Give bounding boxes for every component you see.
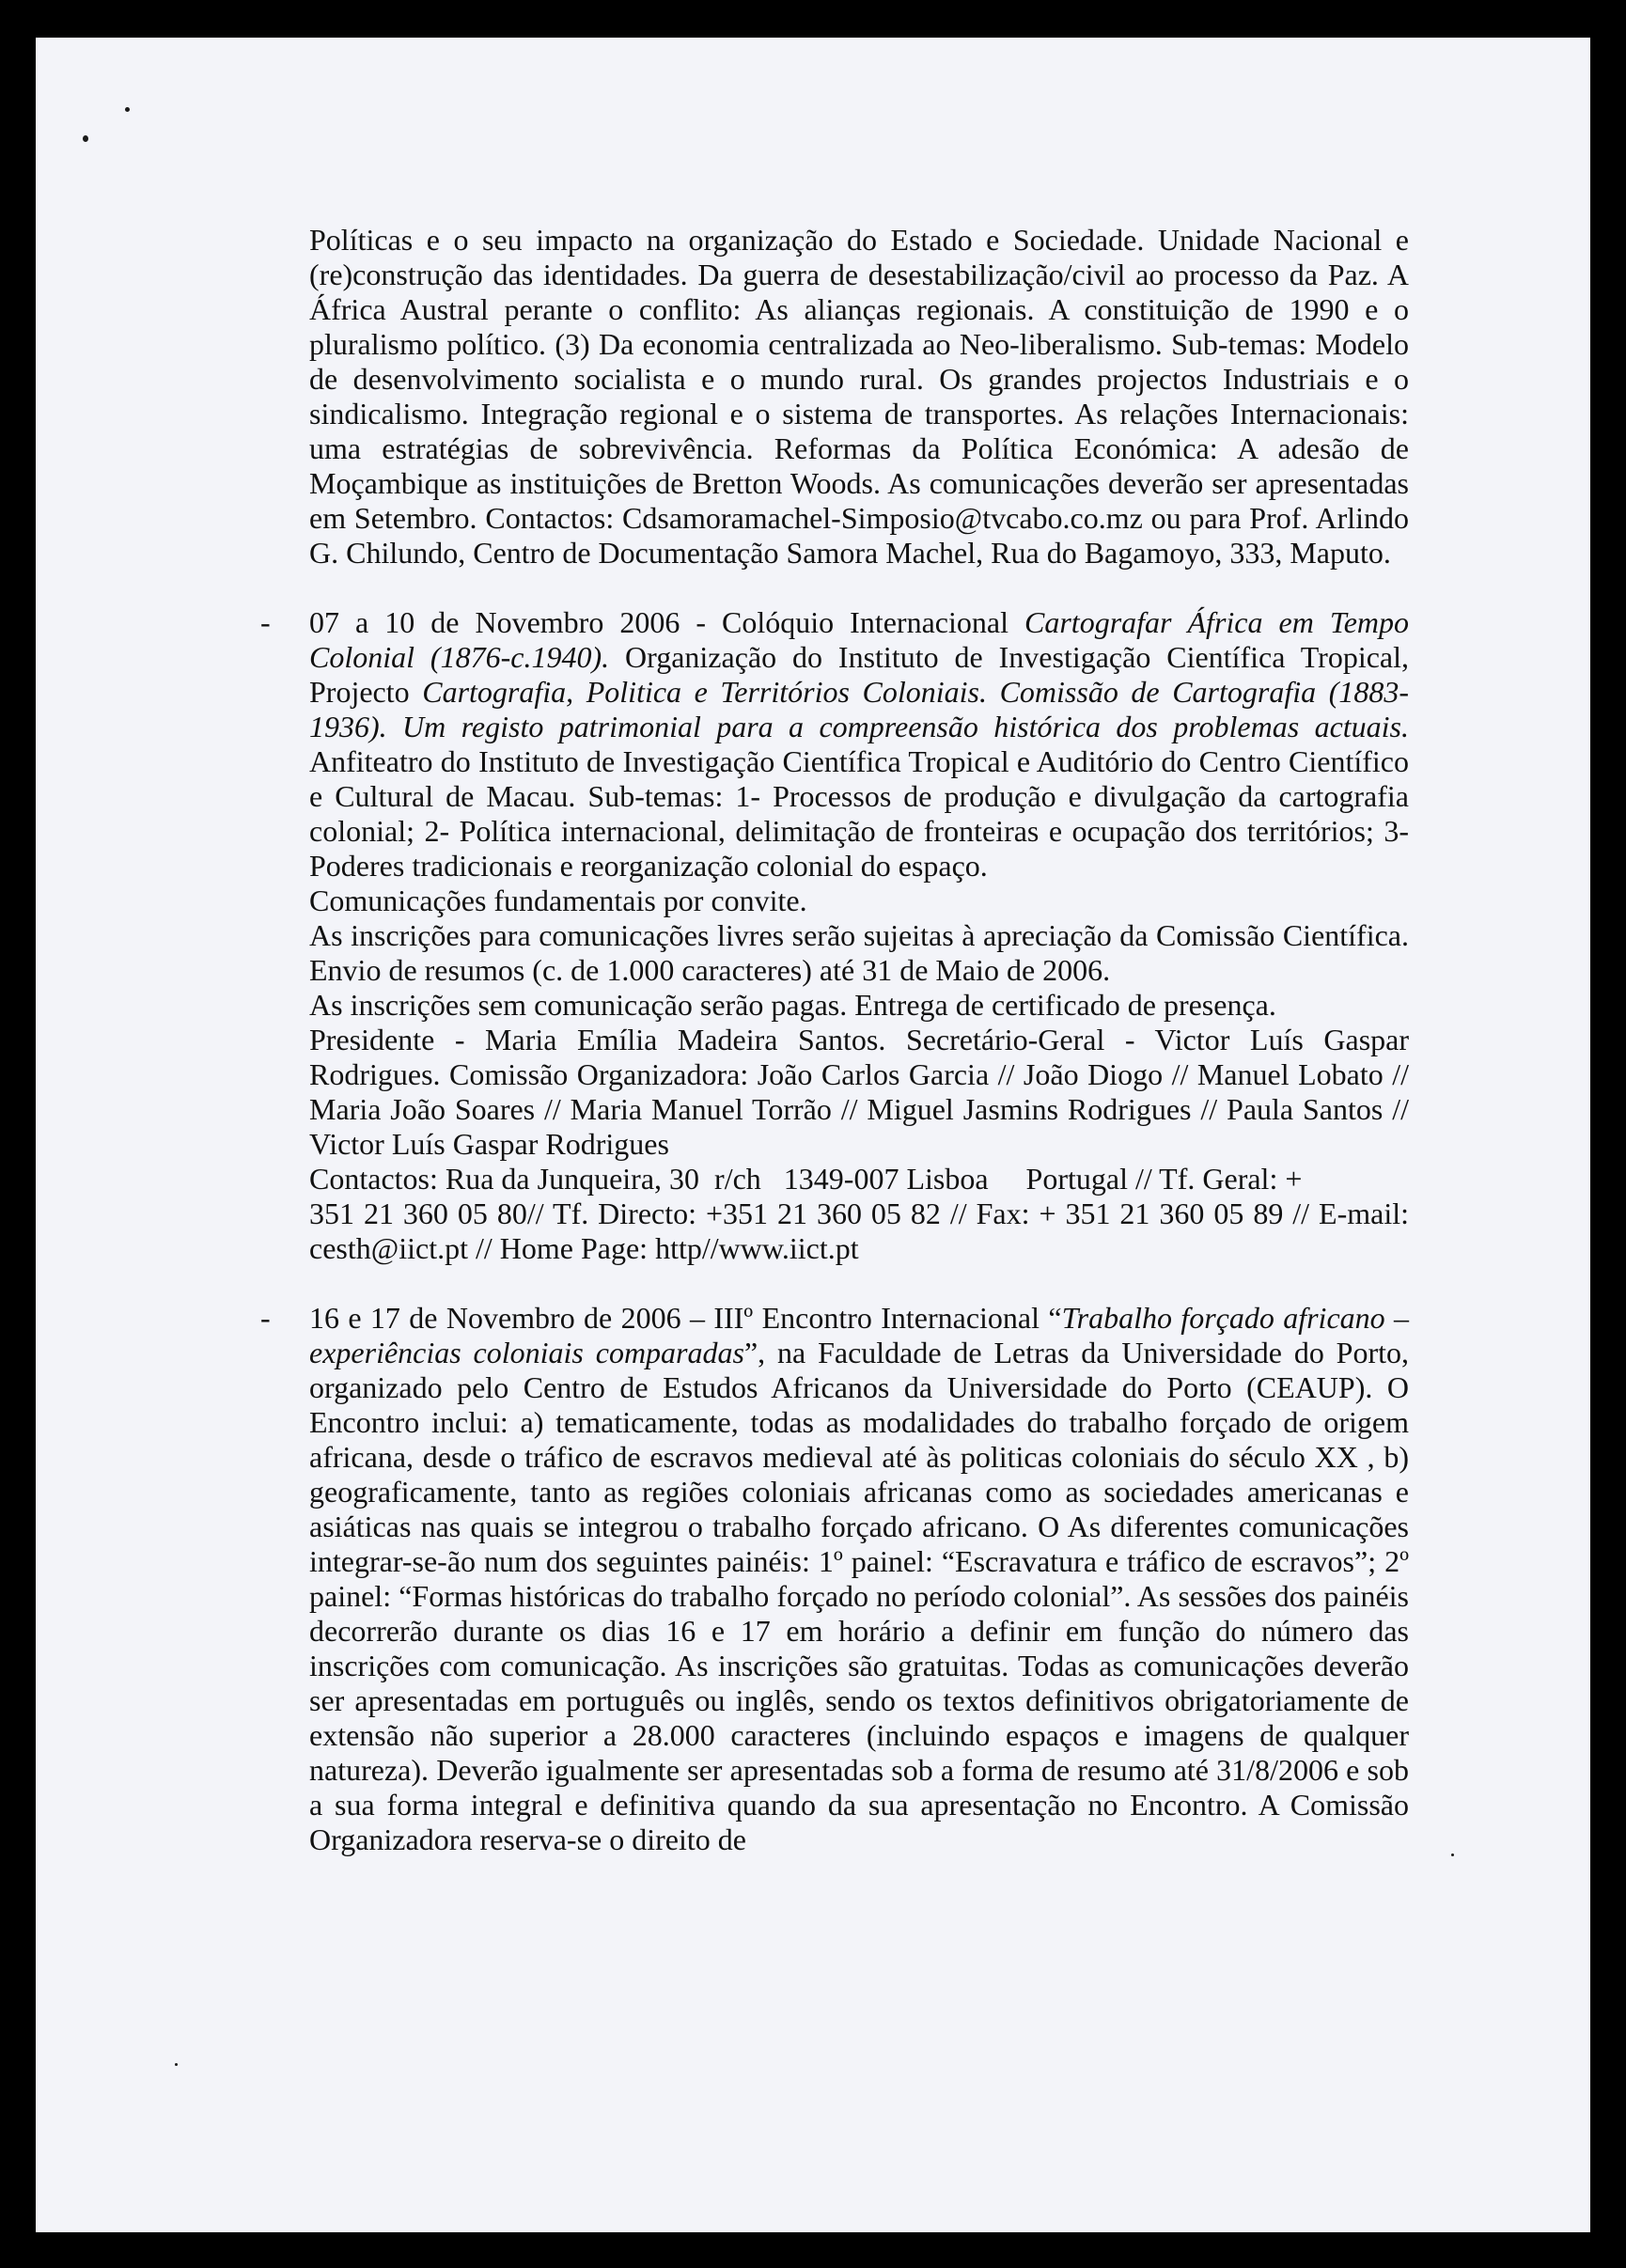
entry-body: ”, na Faculdade de Letras da Universidade do Porto, organizado pelo Centro de Estudos Africanos da Universidade do Porto (CEAUP). O Encontro inclui: a) tematicamente, todas as modalidades do trabalho forçado de origem africana, desde o tráfico de escravos medieval até às politicas coloniais do século XX , b) geograficamente, tanto as regiões coloniais africanas como as sociedades americanas e asiáticas nas quais se integrou o trabalho forçado africano. O As diferentes comunicações integrar-se-ão num dos seguintes painéis: 1º painel: “Escravatura e tráfico de escravos”; 2º painel: “Formas históricas do trabalho forçado no período colonial”. As sessões dos painéis decorrerão durante os dias 16 e 17 em horário a definir em função do número das inscrições com comunicação. As inscrições são gratuitas. Todas as comunicações deverão ser apresentadas em português ou inglês, sendo os textos definitivos obrigatoriamente de extensão não superior a 28.000 caracteres (incluindo espaços e imagens de qualquer natureza). Deverão igualmente ser apresentadas sob a forma de resumo até 31/8/2006 e sob a sua forma integral e definitiva quando da sua apresentação no Encontro. A Comissão Organizadora reserva-se o direito de (309, 1336, 1410, 1856)
scan-speck (1451, 1854, 1454, 1856)
entry-main-text (309, 1301, 1409, 1857)
scan-speck (175, 2063, 178, 2066)
paragraph-mozambique-symposium (309, 223, 1409, 571)
organization-text: Organização do Instituto de Investigação Científica Tropical, Projecto (309, 640, 1410, 709)
contacts-line: Contactos: Rua da Junqueira, 30 r/ch 1349-007 Lisboa Portugal // Tf. Geral: + (309, 1162, 1303, 1196)
entry-trabalho-forcado (260, 1301, 1410, 1857)
free-registration-note: As inscrições para comunicações livres serão sujeitas à apreciação da Comissão Científica. Envio de resumos (c. de 1.000 caracteres) até 31 de Maio de 2006. (309, 918, 1409, 987)
entry-date: 07 a 10 de Novembro 2006 - Colóquio Internacional (309, 605, 1024, 639)
entry-cartografar-africa (260, 605, 1410, 1266)
invite-note: Comunicações fundamentais por convite. (309, 884, 807, 917)
document-body (260, 223, 1410, 1857)
event-details: Anfiteatro do Instituto de Investigação Científica Tropical e Auditório do Centro Científico e Cultural de Macau. Sub-temas: 1- Processos de produção e divulgação da cartografia colonial; 2- Política internacional, delimitação de fronteiras e ocupação dos territórios; 3- Poderes tradicionais e reorganização colonial do espaço. (309, 744, 1409, 883)
scan-speck (83, 135, 88, 142)
entry-intro: 16 e 17 de Novembro de 2006 – IIIº Encontro Internacional “ (309, 1301, 1062, 1335)
list-dash: - (260, 1301, 271, 1335)
committee-list: Presidente - Maria Emília Madeira Santos. Secretário-Geral - Victor Luís Gaspar Rodrigues. Comissão Organizadora: João Carlos Garcia // João Diogo // Manuel Lobato // Maria João Soares // Maria Manuel Torrão // Miguel Jasmins Rodrigues // Paula Santos // Victor Luís Gaspar Rodrigues (309, 1023, 1409, 1161)
encounter-title: Trabalho forçado africano – experiências coloniais comparadas (309, 1301, 1410, 1369)
paid-registration-note: As inscrições sem comunicação serão pagas. Entrega de certificado de presença. (309, 988, 1276, 1022)
paragraph-text: Políticas e o seu impacto na organização do Estado e Sociedade. Unidade Nacional e (re)construção das identidades. Da guerra de desestabilização/civil ao processo da Paz. A África Austral perante o conflito: As alianças regionais. A constituição de 1990 e o pluralismo político. (3) Da economia centralizada ao Neo-liberalismo. Sub-temas: Modelo de desenvolvimento socialista e o mundo rural. Os grandes projectos Industriais e o sindicalismo. Integração regional e o sistema de transportes. As relações Internacionais: uma estratégias de sobrevivência. Reformas da Política Económica: A adesão de Moçambique as instituições de Bretton Woods. As comunicações deverão ser apresentadas em Setembro. Contactos: Cdsamoramachel-Simposio@tvcabo.co.mz ou para Prof. Arlindo G. Chilundo, Centro de Documentação Samora Machel, Rua do Bagamoyo, 333, Maputo. (309, 223, 1409, 570)
scan-speck (125, 107, 130, 112)
contacts-details: 351 21 360 05 80// Tf. Directo: +351 21 360 05 82 // Fax: + 351 21 360 05 89 // E-mail: cesth@iict.pt // Home Page: http//www.iict.pt (309, 1197, 1409, 1265)
entry-main-text (309, 605, 1409, 884)
list-dash: - (260, 605, 271, 639)
colloquium-title: Cartografar África em Tempo Colonial (1876-c.1940). (309, 605, 1410, 674)
document-page (36, 38, 1590, 2232)
project-title: Cartografia, Politica e Territórios Coloniais. Comissão de Cartografia (1883-1936). Um registo patrimonial para a compreensão histórica dos problemas actuais. (309, 675, 1410, 743)
